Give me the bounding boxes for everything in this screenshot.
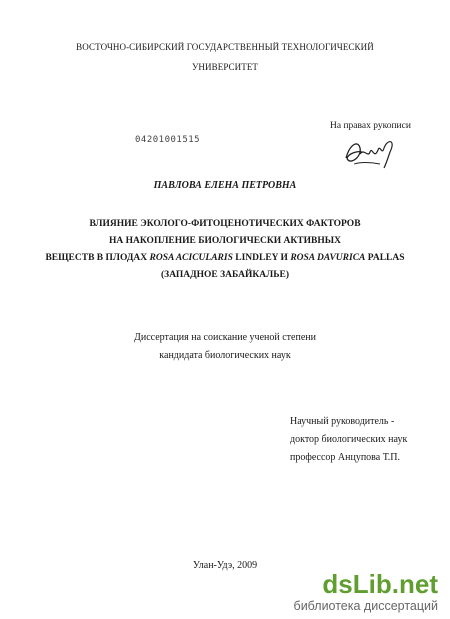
watermark-logo [294,571,438,597]
thesis-title-line1: ВЛИЯНИЕ ЭКОЛОГО-ФИТОЦЕНОТИЧЕСКИХ ФАКТОРОВ [89,219,361,229]
watermark-subtitle: библиотека диссертаций [293,599,438,613]
title-line3-part: ВЕЩЕСТВ В ПЛОДАХ [45,253,150,263]
supervisor-line2: доктор биологических наук [290,434,408,445]
title-line3-part: PALLAS [365,253,405,263]
rights-note: На правах рукописи [330,121,411,131]
degree-statement-line2: кандидата биологических наук [159,350,291,361]
watermark-logo-tld: .net [391,569,438,599]
city-year: Улан-Удэ, 2009 [192,560,258,571]
title-line3-part: LINDLEY И [232,253,291,263]
species-name-davurica: ROSA DAVURICA [290,253,366,263]
species-name-acicularis: ROSA ACICULARIS [149,253,233,263]
degree-statement-line1: Диссертация на соискание ученой степени [134,332,316,343]
handwritten-signature [340,134,400,177]
university-name-line1: ВОСТОЧНО-СИБИРСКИЙ ГОСУДАРСТВЕННЫЙ ТЕХНОЛОГИЧЕСКИЙ [76,42,374,52]
author-name: ПАВЛОВА ЕЛЕНА ПЕТРОВНА [153,180,297,191]
supervisor-line1: Научный руководитель - [290,416,395,427]
thesis-title-line4: (ЗАПАДНОЕ ЗАБАЙКАЛЬЕ) [161,270,289,280]
serial-number: 04201001515 [135,135,201,145]
supervisor-line3: профессор Анцупова Т.П. [290,452,401,463]
thesis-title-line2: НА НАКОПЛЕНИЕ БИОЛОГИЧЕСКИ АКТИВНЫХ [109,236,341,246]
watermark [294,571,438,613]
watermark-logo-main: dsLib [322,569,392,599]
thesis-title-line3 [0,253,450,263]
university-name-line2: УНИВЕРСИТЕТ [191,62,259,72]
